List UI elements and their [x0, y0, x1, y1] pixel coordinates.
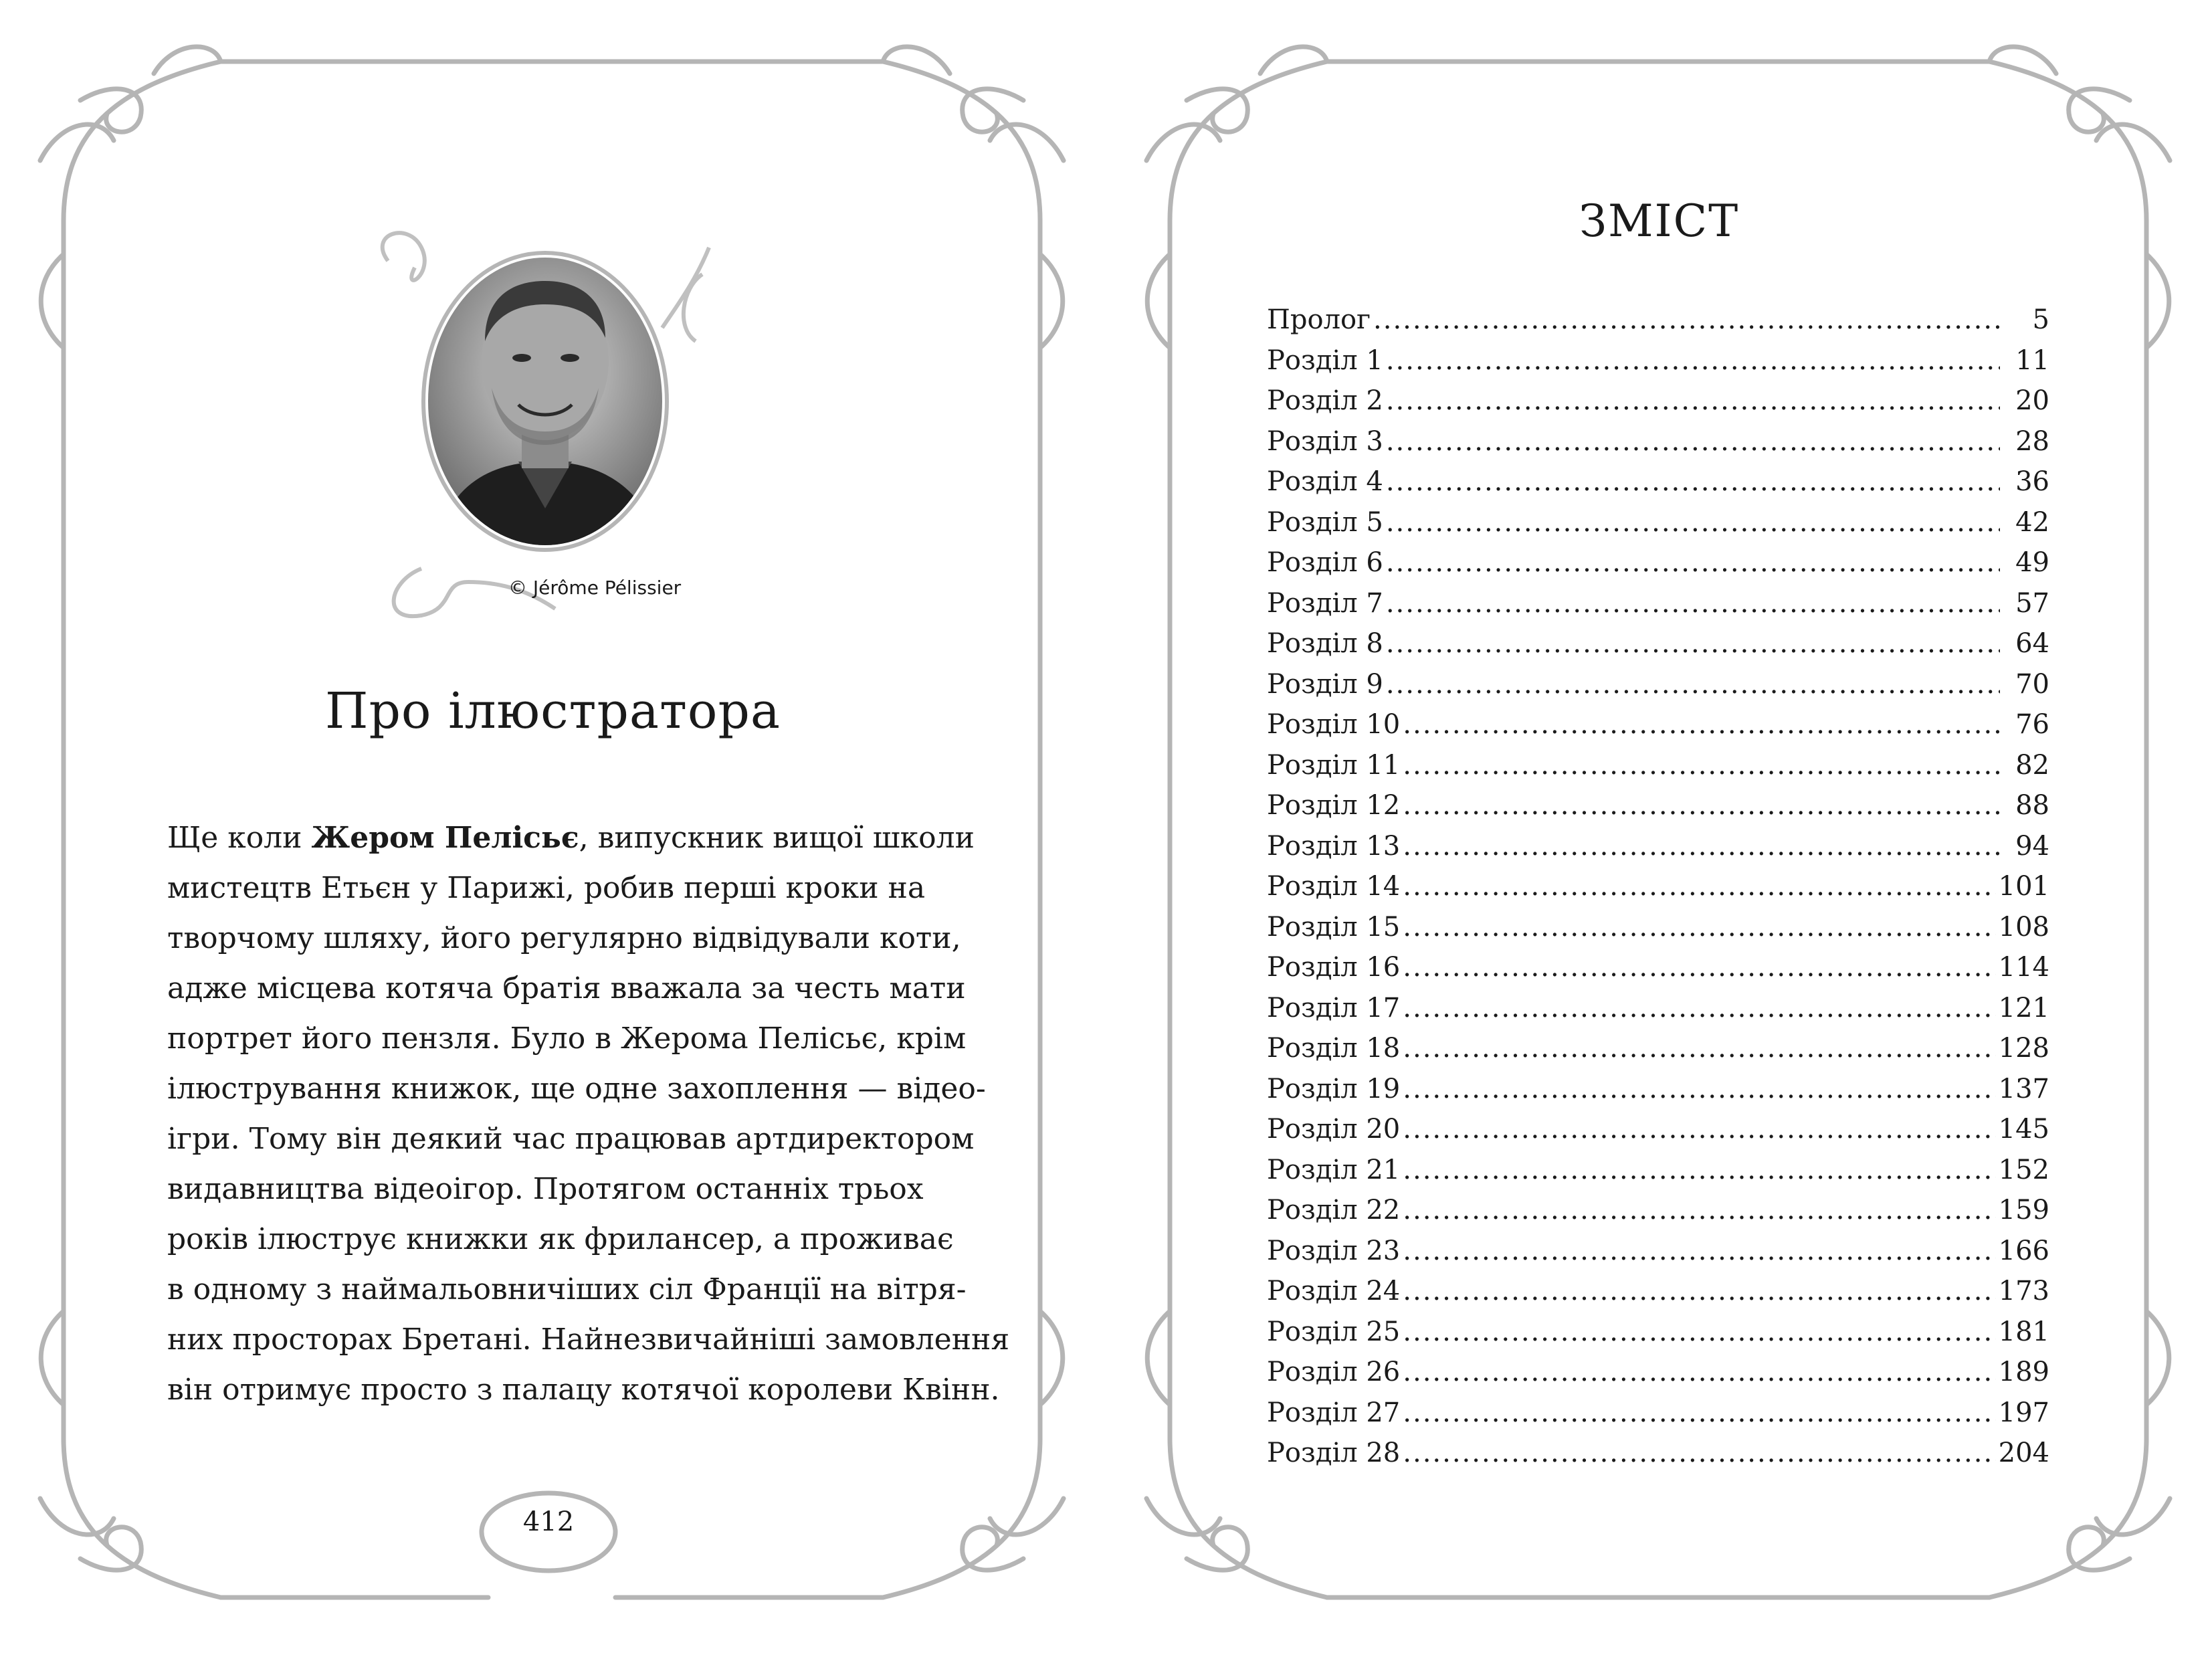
toc-entry-label: Розділ 22 — [1267, 1195, 1401, 1226]
toc-entry-page: 20 — [2015, 385, 2049, 416]
bio-line — [167, 1114, 975, 1164]
toc-leader-dots — [1403, 1150, 1995, 1191]
toc-entry-page: 166 — [1998, 1235, 2049, 1266]
toc-entry-label: Розділ 11 — [1267, 749, 1401, 781]
toc-leader-dots — [1403, 1028, 1995, 1069]
table-of-contents — [1267, 300, 2049, 1474]
toc-leader-dots — [1403, 704, 2000, 745]
toc-entry-label: Розділ 16 — [1267, 952, 1401, 983]
toc-title: ЗМІСТ — [1579, 195, 1740, 247]
toc-leader-dots — [1386, 543, 2000, 583]
toc-leader-dots — [1386, 623, 2000, 664]
toc-entry-page: 42 — [2015, 506, 2049, 538]
toc-entry[interactable] — [1267, 1231, 2049, 1272]
bio-text-segment: ілюстрування книжок, ще одне захоплення — відео- — [167, 1072, 986, 1106]
bio-line — [167, 1164, 957, 1214]
toc-entry-page: 108 — [1998, 911, 2049, 943]
bio-line — [167, 1365, 1000, 1415]
toc-entry-label: Розділ 15 — [1267, 911, 1401, 943]
toc-entry[interactable] — [1267, 300, 2049, 340]
bio-text-segment: них просторах Бретані. Найнезвичайніші замовлення — [167, 1323, 1010, 1357]
bio-line — [167, 1064, 986, 1114]
toc-entry-page: 57 — [2015, 587, 2049, 619]
toc-leader-dots — [1403, 745, 2000, 786]
bio-text-segment: ігри. Тому він деякий час працював артдиректором — [167, 1122, 975, 1156]
toc-entry-page: 101 — [1998, 871, 2049, 902]
toc-entry[interactable] — [1267, 785, 2049, 826]
toc-entry[interactable] — [1267, 623, 2049, 664]
toc-entry-page: 36 — [2015, 466, 2049, 497]
toc-entry[interactable] — [1267, 462, 2049, 502]
bio-text-segment: видавництва відеоігор. Протягом останніх трьох — [167, 1172, 924, 1206]
toc-entry[interactable] — [1267, 421, 2049, 462]
toc-leader-dots — [1373, 300, 2000, 340]
page-title: Про ілюстратора — [325, 682, 781, 740]
toc-entry-label: Розділ 14 — [1267, 871, 1401, 902]
toc-leader-dots — [1403, 907, 1995, 948]
toc-entry-label: Розділ 2 — [1267, 385, 1383, 416]
toc-entry[interactable] — [1267, 1433, 2049, 1474]
toc-entry-label: Розділ 19 — [1267, 1073, 1401, 1104]
toc-entry[interactable] — [1267, 583, 2049, 624]
toc-entry[interactable] — [1267, 1393, 2049, 1434]
toc-entry-page: 64 — [2015, 628, 2049, 659]
toc-entry-label: Розділ 23 — [1267, 1235, 1401, 1266]
toc-entry[interactable] — [1267, 1312, 2049, 1353]
illustrator-bio — [167, 813, 1010, 1415]
bio-text-segment: творчому шляху, його регулярно відвідували коти, — [167, 921, 961, 955]
bio-line — [167, 913, 961, 963]
toc-entry-page: 94 — [2015, 830, 2049, 862]
bio-line — [167, 963, 966, 1013]
toc-entry-page: 49 — [2015, 547, 2049, 578]
toc-leader-dots — [1386, 664, 2000, 705]
bio-line — [167, 813, 975, 863]
illustrator-name: Жером Пелісьє — [311, 821, 579, 855]
toc-entry-label: Розділ 1 — [1267, 345, 1383, 376]
toc-entry-page: 189 — [1998, 1357, 2049, 1387]
toc-entry-label: Розділ 12 — [1267, 790, 1401, 821]
toc-leader-dots — [1403, 1190, 1995, 1231]
bio-text-segment: він отримує просто з палацу котячої королеви Квінн. — [167, 1373, 1000, 1407]
toc-leader-dots — [1386, 381, 2000, 421]
toc-entry-page: 76 — [2015, 709, 2049, 740]
toc-entry[interactable] — [1267, 1028, 2049, 1069]
bio-text-segment: мистецтв Етьєн у Парижі, робив перші кроки на — [167, 871, 926, 905]
toc-entry[interactable] — [1267, 1271, 2049, 1312]
toc-leader-dots — [1403, 988, 1995, 1029]
bio-line — [167, 1314, 1010, 1365]
toc-leader-dots — [1386, 502, 2000, 543]
toc-entry-page: 70 — [2015, 668, 2049, 700]
toc-entry-label: Розділ 26 — [1267, 1357, 1401, 1387]
toc-entry[interactable] — [1267, 381, 2049, 421]
toc-leader-dots — [1403, 785, 2000, 826]
toc-entry-page: 197 — [1998, 1397, 2049, 1428]
toc-leader-dots — [1403, 1393, 1995, 1434]
toc-entry[interactable] — [1267, 1190, 2049, 1231]
bio-text-segment: адже місцева котяча братія вважала за честь мати — [167, 971, 966, 1005]
toc-leader-dots — [1403, 866, 1995, 907]
toc-entry[interactable] — [1267, 826, 2049, 867]
toc-leader-dots — [1403, 1271, 1995, 1312]
toc-leader-dots — [1403, 1312, 1995, 1353]
toc-entry[interactable] — [1267, 502, 2049, 543]
toc-entry[interactable] — [1267, 1069, 2049, 1110]
bio-text-segment: Ще коли — [167, 821, 312, 855]
toc-entry-page: 137 — [1998, 1073, 2049, 1104]
toc-entry-page: 121 — [1998, 992, 2049, 1023]
toc-entry-page: 88 — [2015, 790, 2049, 821]
toc-entry[interactable] — [1267, 745, 2049, 786]
toc-entry[interactable] — [1267, 866, 2049, 907]
toc-leader-dots — [1403, 1231, 1995, 1272]
toc-entry[interactable] — [1267, 340, 2049, 381]
bio-line — [167, 1214, 957, 1264]
toc-entry-label: Пролог — [1267, 304, 1371, 335]
illustrator-portrait — [361, 221, 736, 636]
toc-entry-page: 204 — [1998, 1438, 2049, 1468]
toc-entry-label: Розділ 25 — [1267, 1316, 1401, 1347]
toc-entry-label: Розділ 18 — [1267, 1033, 1401, 1064]
toc-leader-dots — [1403, 1069, 1995, 1110]
toc-entry-page: 145 — [1998, 1114, 2049, 1145]
toc-entry[interactable] — [1267, 543, 2049, 583]
toc-entry[interactable] — [1267, 704, 2049, 745]
bio-text-segment: , випускник вищої школи — [579, 821, 975, 855]
toc-entry-label: Розділ 27 — [1267, 1397, 1401, 1428]
toc-entry-page: 82 — [2015, 749, 2049, 781]
bio-line — [167, 863, 957, 913]
right-page — [1106, 0, 2212, 1659]
toc-entry-label: Розділ 5 — [1267, 506, 1383, 538]
toc-entry-label: Розділ 8 — [1267, 628, 1383, 659]
toc-entry-label: Розділ 24 — [1267, 1276, 1401, 1306]
toc-entry-label: Розділ 13 — [1267, 830, 1401, 862]
toc-entry-label: Розділ 28 — [1267, 1438, 1401, 1468]
toc-entry-page: 173 — [1998, 1276, 2049, 1306]
toc-entry-label: Розділ 6 — [1267, 547, 1383, 578]
toc-entry-page: 28 — [2015, 425, 2049, 457]
bio-line — [167, 1013, 967, 1064]
toc-entry-label: Розділ 4 — [1267, 466, 1383, 497]
toc-entry-page: 181 — [1998, 1316, 2049, 1347]
toc-entry-label: Розділ 7 — [1267, 587, 1383, 619]
toc-leader-dots — [1403, 1109, 1995, 1150]
toc-leader-dots — [1386, 583, 2000, 624]
toc-entry-label: Розділ 17 — [1267, 992, 1401, 1023]
bio-text-segment: портрет його пензля. Було в Жерома Пелісьє, крім — [167, 1021, 967, 1056]
toc-entry[interactable] — [1267, 1150, 2049, 1191]
toc-leader-dots — [1403, 826, 2000, 867]
photo-credit: © Jérôme Pélissier — [508, 577, 682, 599]
toc-leader-dots — [1403, 1352, 1995, 1393]
toc-leader-dots — [1403, 947, 1995, 988]
toc-entry[interactable] — [1267, 664, 2049, 705]
toc-leader-dots — [1403, 1433, 1995, 1474]
toc-entry-page: 11 — [2015, 345, 2049, 376]
toc-entry-label: Розділ 3 — [1267, 425, 1383, 457]
toc-entry-label: Розділ 20 — [1267, 1114, 1401, 1145]
toc-entry-label: Розділ 9 — [1267, 668, 1383, 700]
toc-entry[interactable] — [1267, 1352, 2049, 1393]
toc-entry[interactable] — [1267, 947, 2049, 988]
bio-line — [167, 1264, 967, 1314]
toc-entry-page: 159 — [1998, 1195, 2049, 1226]
toc-entry-label: Розділ 21 — [1267, 1154, 1401, 1185]
toc-entry-label: Розділ 10 — [1267, 709, 1401, 740]
toc-leader-dots — [1386, 462, 2000, 502]
toc-entry-page: 114 — [1998, 952, 2049, 983]
toc-entry-page: 5 — [2032, 304, 2049, 335]
page-number: 412 — [522, 1506, 575, 1537]
toc-entry[interactable] — [1267, 988, 2049, 1029]
toc-entry-page: 128 — [1998, 1033, 2049, 1064]
toc-leader-dots — [1386, 421, 2000, 462]
bio-text-segment: в одному з наймальовничіших сіл Франції на вітря- — [167, 1272, 967, 1306]
toc-entry[interactable] — [1267, 1109, 2049, 1150]
bio-text-segment: років ілюструє книжки як фрилансер, а проживає — [167, 1222, 954, 1256]
toc-entry[interactable] — [1267, 907, 2049, 948]
toc-entry-page: 152 — [1998, 1154, 2049, 1185]
toc-leader-dots — [1386, 340, 2000, 381]
